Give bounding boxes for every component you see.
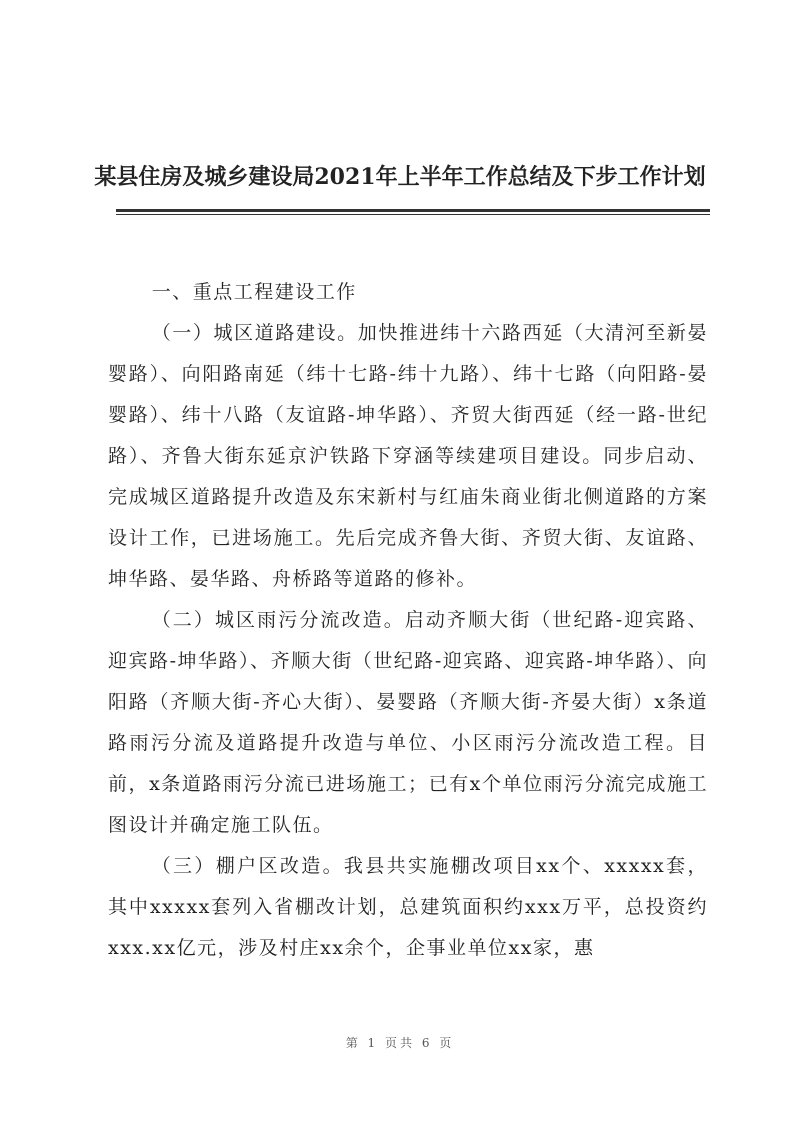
paragraph-sewage-separation: （二）城区雨污分流改造。启动齐顺大街（世纪路-迎宾路、迎宾路-坤华路）、齐顺大街（世纪路-迎宾路、迎宾路-坤华路）、向阳路（齐顺大街-齐心大街）、晏婴路（齐顺大街-齐晏大街）x条道路雨污分流及道路提升改造与单位、小区雨污分流改造工程。目前，x条道路雨污分流已进场施工；已有x个单位雨污分流完成施工图设计并确定施工队伍。 — [108, 609, 708, 836]
document-body — [108, 272, 708, 969]
page-number-footer: 第 1 页共 6 页 — [345, 1036, 455, 1050]
title-underline-thick — [116, 209, 710, 212]
title-underline-thin — [116, 214, 710, 215]
section-heading: 一、重点工程建设工作 — [151, 281, 357, 303]
paragraph-road-construction: （一）城区道路建设。加快推进纬十六路西延（大清河至新晏婴路）、向阳路南延（纬十七路-纬十九路）、纬十七路（向阳路-晏婴路）、纬十八路（友谊路-坤华路）、齐贸大街西延（经一路-世纪路）、齐鲁大街东延京沪铁路下穿涵等续建项目建设。同步启动、完成城区道路提升改造及东宋新村与红庙朱商业街北侧道路的方案设计工作，已进场施工。先后完成齐鲁大街、齐贸大街、友谊路、坤华路、晏华路、舟桥路等道路的修补。 — [108, 322, 708, 590]
document-title: 某县住房及城乡建设局2021年上半年工作总结及下步工作计划 — [94, 164, 706, 190]
paragraph-shantytown-renovation: （三）棚户区改造。我县共实施棚改项目xx个、xxxxx套，其中xxxxx套列入省棚改计划，总建筑面积约xxx万平，总投资约xxx.xx亿元，涉及村庄xx余个，企事业单位xx家，惠 — [108, 855, 708, 959]
